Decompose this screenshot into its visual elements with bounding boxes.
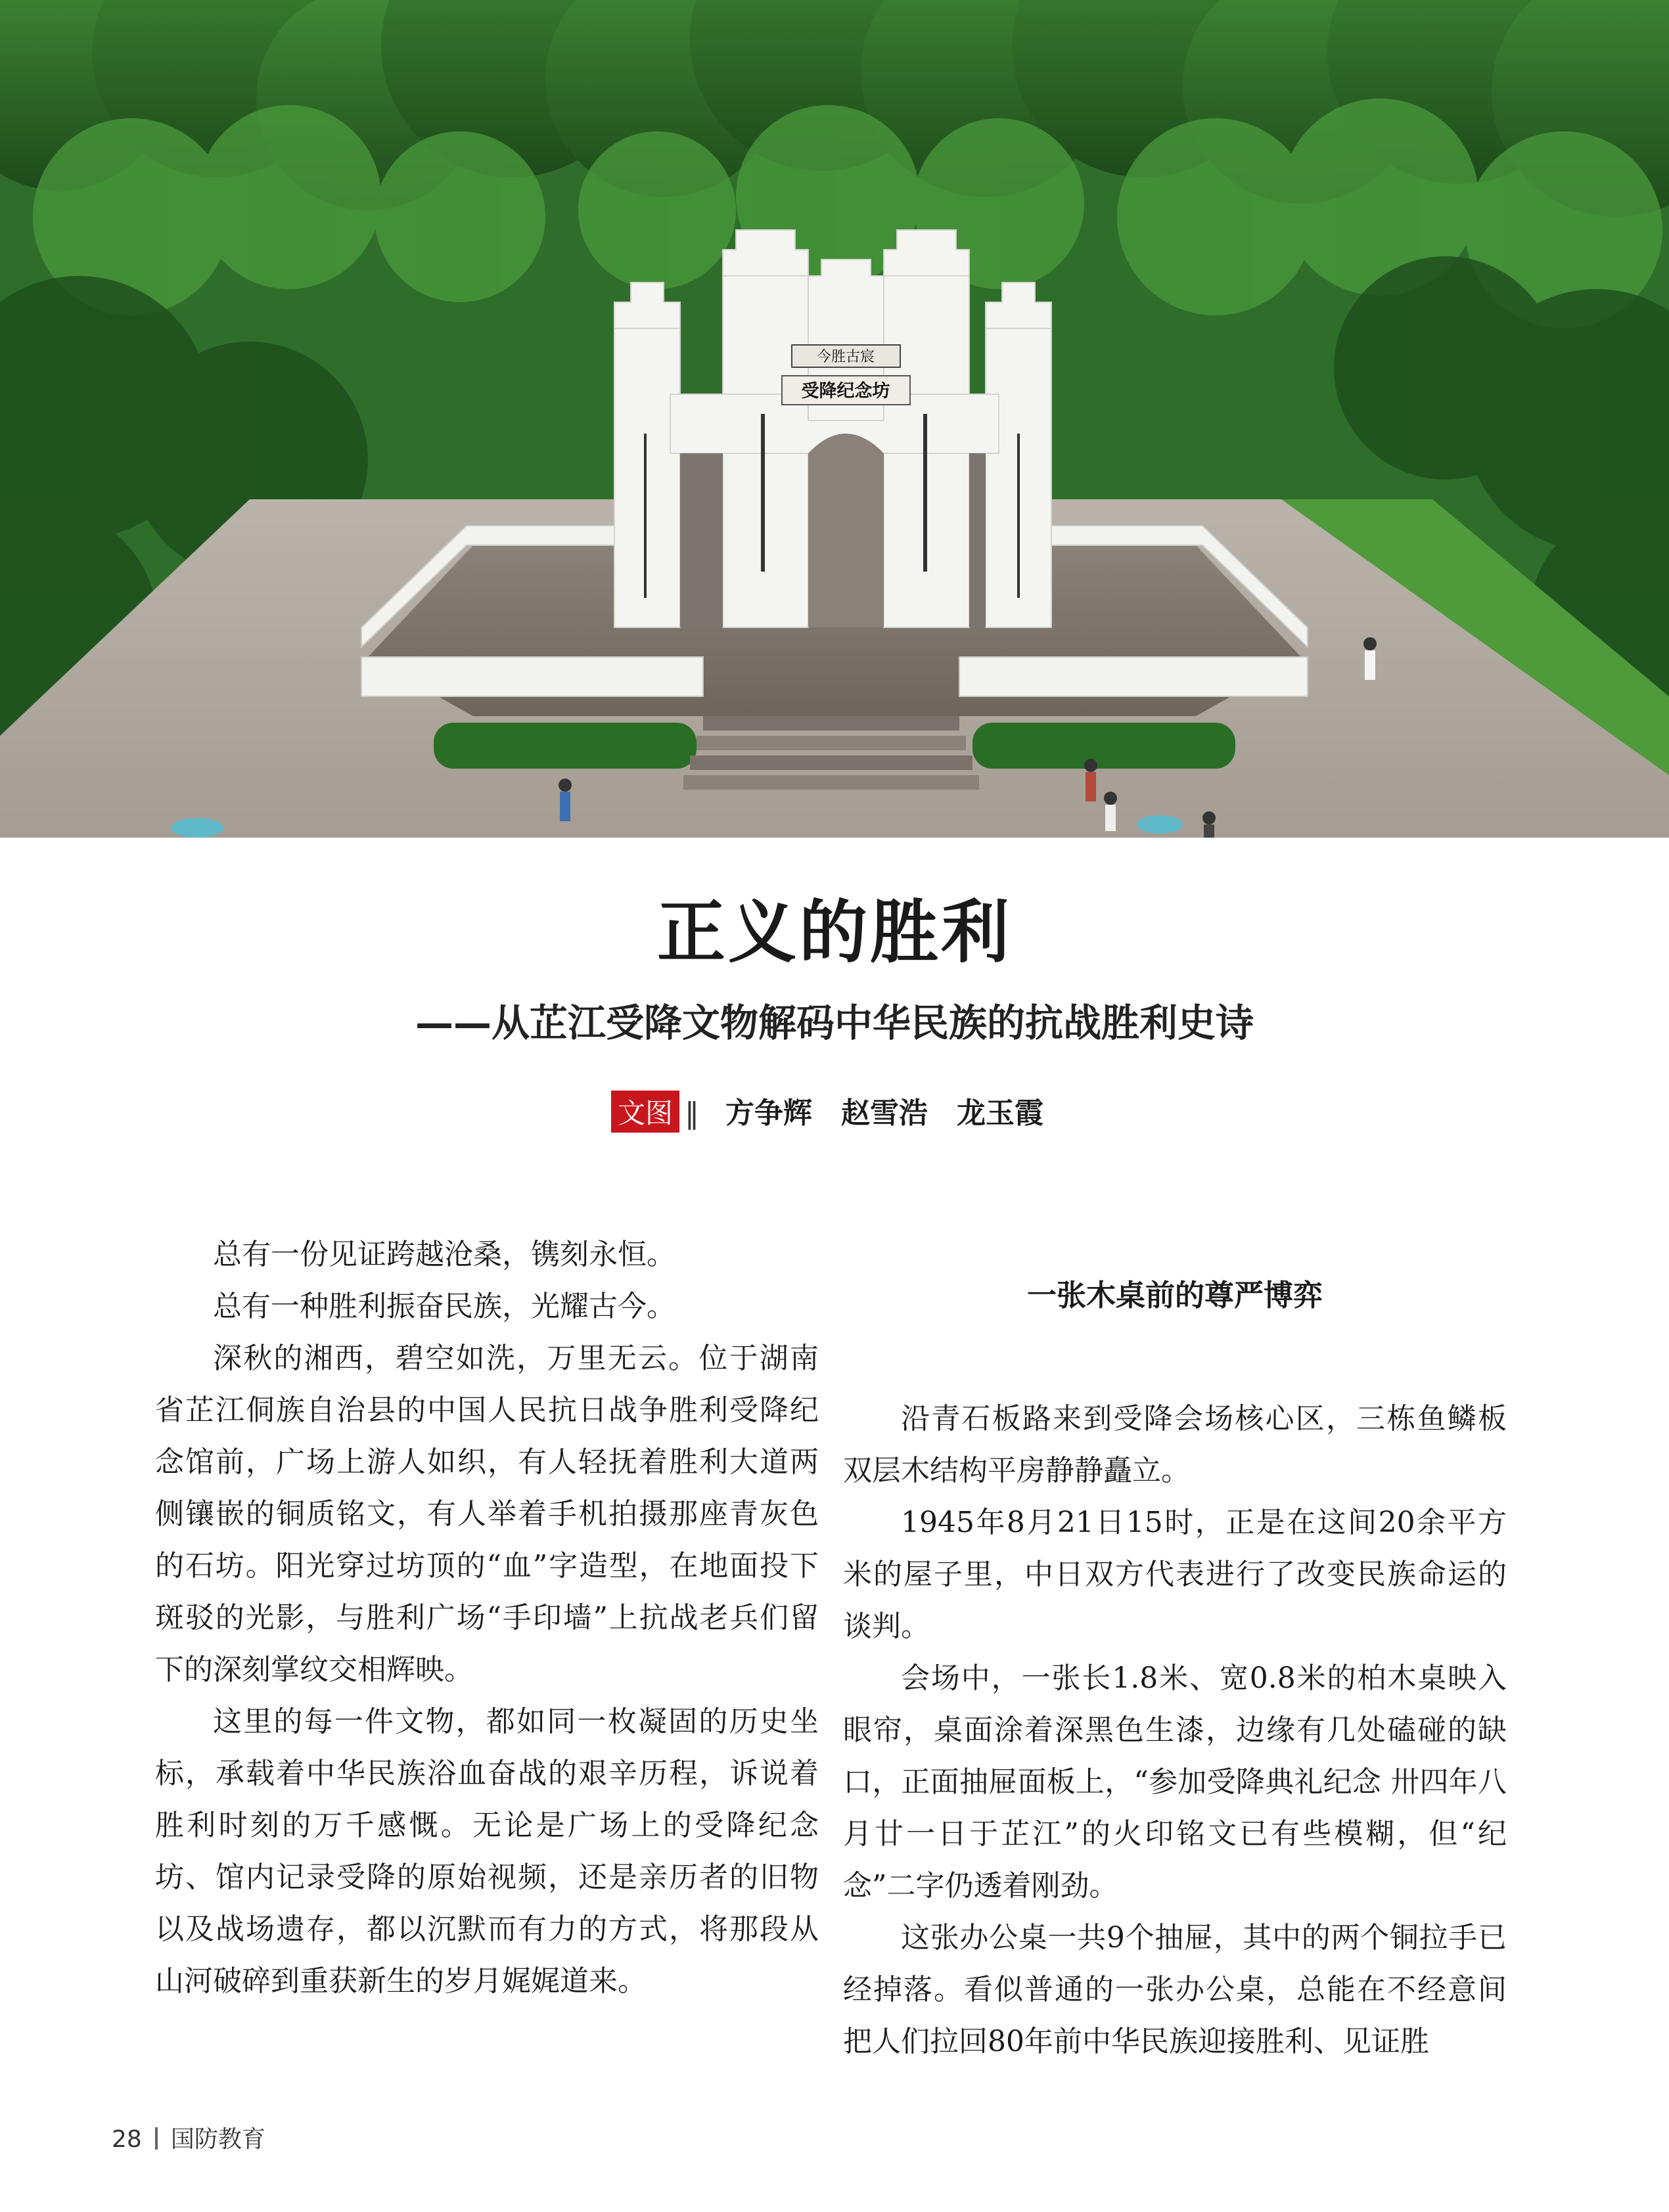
byline-separator: ‖ <box>685 1096 699 1130</box>
hero-photo <box>0 0 1669 838</box>
footer-divider <box>155 2127 158 2150</box>
page-number: 28 <box>112 2126 142 2153</box>
byline-tag: 文图 <box>611 1091 679 1133</box>
body-paragraph: 会场中，一张长1.8米、宽0.8米的柏木桌映入眼帘，桌面涂着深黑色生漆，边缘有几处磕碰的缺口，正面抽屉面板上，“参加受降典礼纪念 卅四年八月廿一日于芷江”的火印铭文已有些模糊，但“纪念”二字仍透着刚劲。 <box>843 1661 1507 1903</box>
plaque-main-text: 受降纪念坊 <box>801 381 890 401</box>
byline <box>0 1089 1669 1133</box>
left-column <box>155 1229 819 2007</box>
page-footer <box>112 2121 265 2154</box>
body-paragraph: 这张办公桌一共9个抽屉，其中的两个铜拉手已经掉落。看似普通的一张办公桌，总能在不经意间把人们拉回80年前中华民族迎接胜利、见证胜 <box>843 1921 1507 2058</box>
body-paragraph: 1945年8月21日15时，正是在这间20余平方米的屋子里，中日双方代表进行了改变民族命运的谈判。 <box>843 1506 1507 1643</box>
article-title: 正义的胜利 <box>656 892 1012 972</box>
section-heading: 一张木桌前的尊严博弈 <box>1026 1278 1323 1313</box>
right-column <box>843 1229 1507 2067</box>
body-paragraph: 这里的每一件文物，都如同一枚凝固的历史坐标，承载着中华民族浴血奋战的艰辛历程，诉说着胜利时刻的万千感慨。无论是广场上的受降纪念坊、馆内记录受降的原始视频，还是亲历者的旧物以及战场遗存，都以沉默而有力的方式，将那段从山河破碎到重获新生的岁月娓娓道来。 <box>155 1705 819 1998</box>
body-paragraph: 总有一种胜利振奋民族，光耀古今。 <box>213 1290 675 1323</box>
magazine-name: 国防教育 <box>170 2126 265 2153</box>
body-paragraph: 沿青石板路来到受降会场核心区，三栋鱼鳞板双层木结构平房静静矗立。 <box>843 1402 1507 1487</box>
plaque-top-text: 今胜古宸 <box>816 349 875 365</box>
article-subtitle: ——从芷江受降文物解码中华民族的抗战胜利史诗 <box>415 1001 1254 1045</box>
body-paragraph: 总有一份见证跨越沧桑，镌刻永恒。 <box>213 1238 675 1271</box>
author-name: 龙玉霞 <box>957 1096 1043 1130</box>
body-paragraph: 深秋的湘西，碧空如洗，万里无云。位于湖南省芷江侗族自治县的中国人民抗日战争胜利受降纪念馆前，广场上游人如织，有人轻抚着胜利大道两侧镶嵌的铜质铭文，有人举着手机拍摄那座青灰色的石坊。阳光穿过坊顶的“血”字造型，在地面投下斑驳的光影，与胜利广场“手印墙”上抗战老兵们留下的深刻掌纹交相辉映。 <box>155 1342 819 1686</box>
author-name: 方争辉 <box>725 1096 812 1130</box>
author-name: 赵雪浩 <box>841 1096 928 1130</box>
